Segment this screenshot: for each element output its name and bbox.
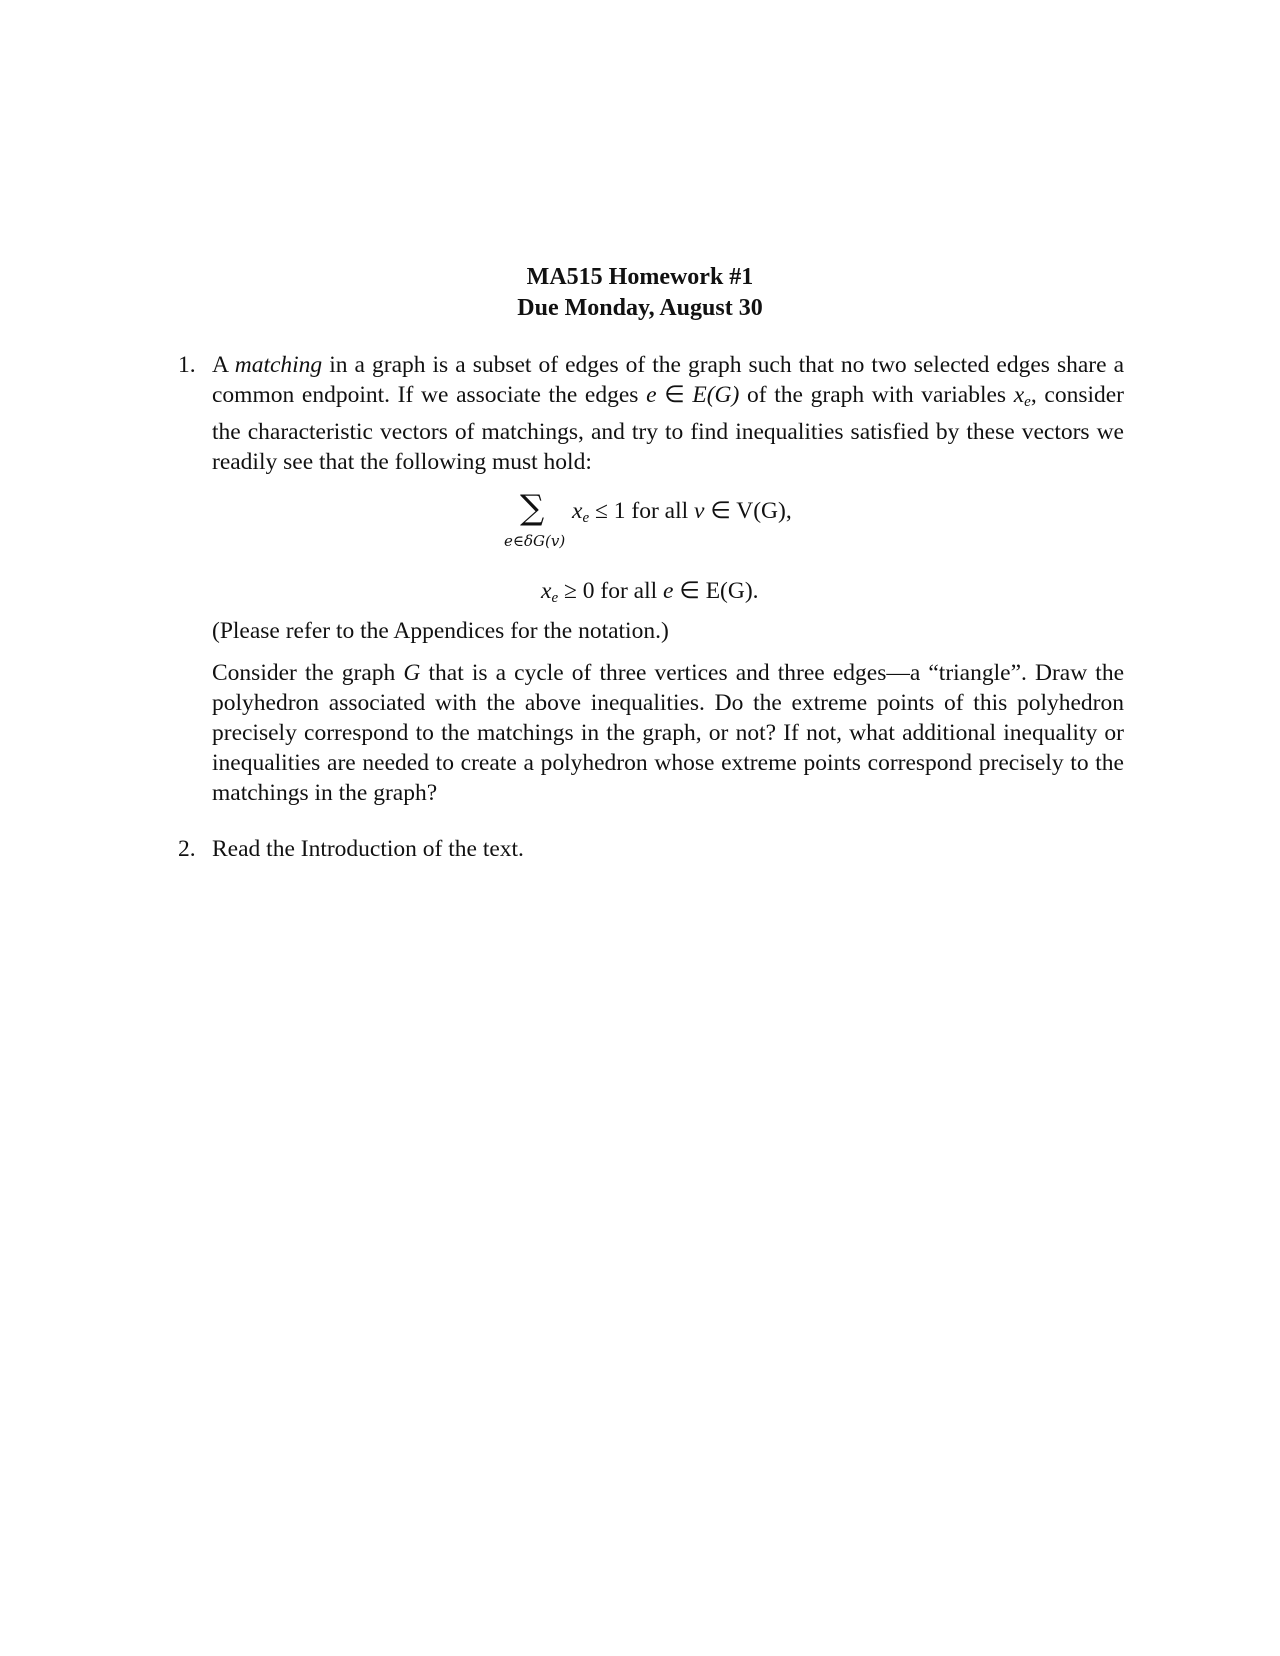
eq2-x: x xyxy=(541,578,552,604)
eq2-x-sub: e xyxy=(551,590,559,606)
eq1-rest: ≤ 1 for all xyxy=(589,498,695,524)
in-symbol: ∈ xyxy=(656,382,693,408)
equation-2 xyxy=(541,576,759,607)
term-matching: matching xyxy=(234,352,323,378)
homework-title: MA515 Homework #1 xyxy=(526,264,754,290)
intro-text-c: of the graph with variables xyxy=(739,382,1014,408)
problem-1-number: 1. xyxy=(178,352,196,378)
eq1-x: x xyxy=(572,498,583,524)
eq1-tail: ∈ V(G), xyxy=(704,498,792,524)
appendices-note: (Please refer to the Appendices for the notation.) xyxy=(212,618,669,644)
sigma-subscript: e∈δG(v) xyxy=(504,532,566,550)
problem-2 xyxy=(178,834,1124,864)
due-date: Due Monday, August 30 xyxy=(517,295,763,321)
sigma-symbol: ∑ xyxy=(520,488,545,528)
consider-text-b: that is a cycle of three vertices and three edges—a “triangle”. Draw the polyhedron associated with the above inequalities. Do the extreme points of this polyhedron precisely correspond to the matchings in the graph, or not? If not, what additional inequality or inequalities are needed to create a polyhedron whose extreme points correspond precisely to the matchings in the graph? xyxy=(212,660,1124,806)
problem-1-intro xyxy=(212,350,1124,477)
eq1-v: v xyxy=(694,498,705,524)
eq2-tail: ∈ E(G). xyxy=(673,578,759,604)
problem-2-number: 2. xyxy=(178,836,196,862)
var-G: G xyxy=(403,660,421,686)
problem-2-text: Read the Introduction of the text. xyxy=(212,836,524,862)
problem-1 xyxy=(178,350,1124,477)
equation-1 xyxy=(572,496,792,527)
eq1-x-sub: e xyxy=(582,510,590,526)
consider-text-a: Consider the graph xyxy=(212,660,404,686)
eq2-rest: ≥ 0 for all xyxy=(558,578,664,604)
var-x-subscript: e xyxy=(1024,394,1031,410)
triangle-question xyxy=(212,658,1124,808)
intro-text-a: A xyxy=(212,352,235,378)
var-e: e xyxy=(646,382,657,408)
intro-text-b: in a graph is a subset of edges of the graph such that no two selected edges share a common endpoint. If we associate the edges xyxy=(212,352,1124,408)
var-x: x xyxy=(1013,382,1025,408)
title-block xyxy=(0,262,1280,324)
eq2-e: e xyxy=(663,578,674,604)
problem-1-paragraph xyxy=(212,350,1124,477)
intro-text-d: , consider the characteristic vectors of matchings, and try to find inequalities satisfied by these vectors we readily see that the following must hold: xyxy=(212,382,1124,475)
edge-set: E(G) xyxy=(692,382,740,408)
